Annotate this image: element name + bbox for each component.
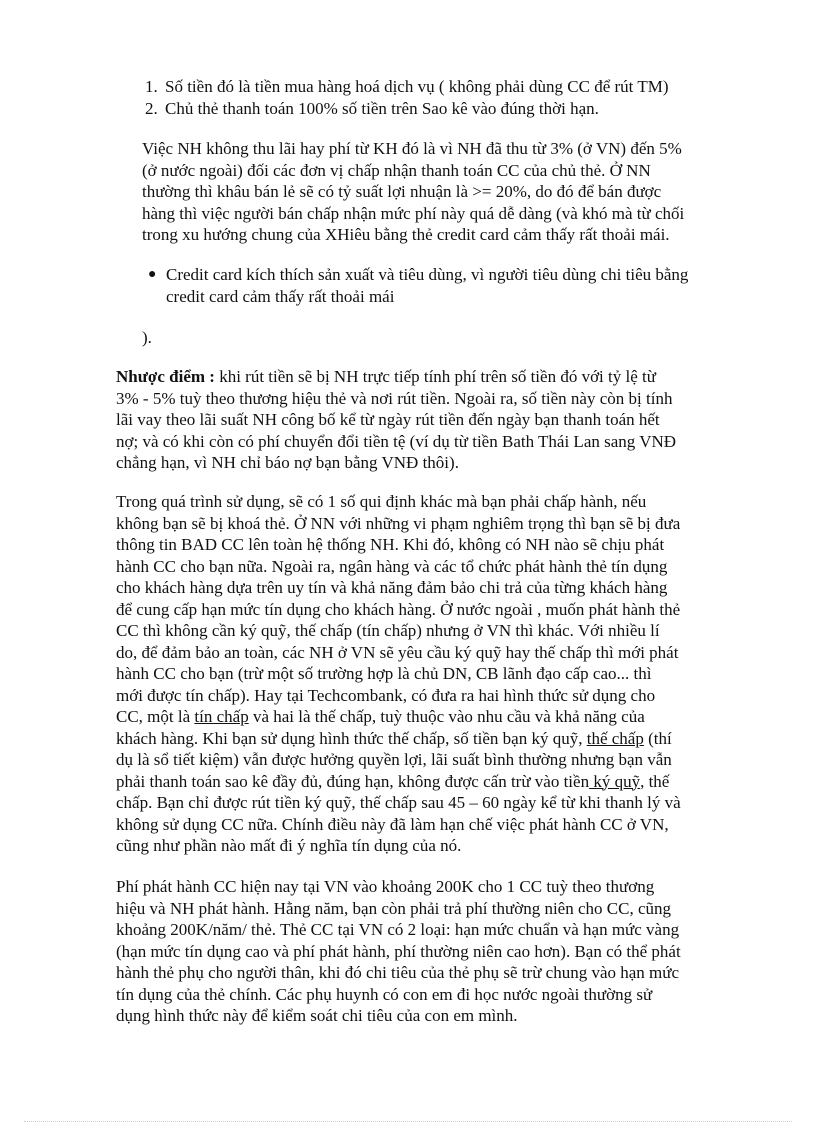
paragraph-issuance-fees bbox=[116, 876, 786, 1027]
text-line: cho khách hàng dựa trên uy tín và khả năng đảm bảo chi trả của từng khách hàng bbox=[116, 578, 668, 597]
text-line: Nhược điểm : khi rút tiền sẽ bị NH trực tiếp tính phí trên số tiền đó với tỷ lệ từ bbox=[116, 367, 656, 386]
text-line: thường thì khâu bán lẻ sẽ có tỷ suất lợi nhuận là >= 20%, do đó để bán được bbox=[142, 182, 662, 201]
text-line: không sử dụng CC nữa. Chính điều này đã làm hạn chế việc phát hành CC ở VN, bbox=[116, 814, 669, 834]
text-line: không bạn sẽ bị khoá thẻ. Ở NN với những vi phạm nghiêm trọng thì bạn sẽ bị đưa bbox=[116, 513, 681, 533]
numbered-list bbox=[145, 76, 785, 119]
underlined-term: tín chấp bbox=[194, 707, 249, 726]
text-line: dụ là sổ tiết kiệm) vẫn được hưởng quyền lợi, lãi suất bình thường nhưng bạn vẫn bbox=[116, 750, 672, 769]
text-line: lãi vay theo lãi suất NH công bố kể từ ngày rút tiền đến ngày bạn thanh toán hết bbox=[116, 410, 660, 429]
list-number: 2. bbox=[145, 98, 158, 118]
text-line: CC thì không cần ký quỹ, thế chấp (tín chấp) nhưng ở VN thì khác. Với nhiều lí bbox=[116, 621, 660, 640]
list-number: 1. bbox=[145, 77, 158, 96]
text-line: Việc NH không thu lãi hay phí từ KH đó là vì NH đã thu từ 3% (ở VN) đến 5% bbox=[142, 139, 682, 158]
text-line: hàng thì việc người bán chấp nhận mức phí này quá dễ dàng (và khó mà từ chối bbox=[142, 203, 685, 223]
text-line: phải thanh toán sao kê đầy đủ, đúng hạn, không được cấn trừ vào tiền ký quỹ, thế bbox=[116, 771, 670, 791]
text-line: credit card cảm thấy rất thoải mái bbox=[166, 286, 395, 306]
text-line: khách hàng. Khi bạn sử dụng hình thức thế chấp, số tiền bạn ký quỹ, thế chấp (thí bbox=[116, 728, 672, 748]
text-line: Trong quá trình sử dụng, sẽ có 1 số qui định khác mà bạn phải chấp hành, nếu bbox=[116, 492, 647, 511]
underlined-term: thế chấp bbox=[586, 728, 644, 748]
paragraph-disadvantages bbox=[116, 366, 786, 474]
list-item bbox=[145, 76, 785, 98]
section-label: Nhược điểm : bbox=[116, 367, 215, 386]
text-line: Phí phát hành CC hiện nay tại VN vào khoảng 200K cho 1 CC tuỳ theo thương bbox=[116, 877, 655, 896]
paragraph-usage-rules bbox=[116, 491, 786, 857]
list-text: Chủ thẻ thanh toán 100% số tiền trên Sao kê vào đúng thời hạn. bbox=[165, 98, 599, 118]
bullet-text bbox=[166, 264, 791, 307]
list-text: Số tiền đó là tiền mua hàng hoá dịch vụ ( không phải dùng CC để rút TM) bbox=[165, 77, 669, 96]
text-line: hành CC cho bạn nữa. Ngoài ra, ngân hàng và các tổ chức phát hành thẻ tín dụng bbox=[116, 556, 668, 576]
text-line: hành CC cho bạn (trừ một số trường hợp là chủ DN, CB lãnh đạo cấp cao... thì bbox=[116, 664, 652, 683]
text-line: mới được tín chấp). Hay tại Techcombank, có đưa ra hai hình thức sử dụng cho bbox=[116, 685, 656, 705]
underlined-term: ký quỹ bbox=[589, 771, 641, 791]
text-line: 3% - 5% tuỳ theo thương hiệu thẻ và nơi rút tiền. Ngoài ra, số tiền này còn bị tính bbox=[116, 388, 673, 408]
text-line: (hạn mức tín dụng cao và phí phát hành, phí thường niên cao hơn). Bạn có thể phát bbox=[116, 941, 681, 961]
text-line: để cung cấp hạn mức tín dụng cho khách hàng. Ở nước ngoài , muốn phát hành thẻ bbox=[116, 599, 681, 619]
text-line: hành thẻ phụ cho người thân, khi đó chi tiêu của thẻ phụ sẽ trừ chung vào hạn mức bbox=[116, 963, 680, 982]
text-line: dụng hình thức này để kiểm soát chi tiêu của con em mình. bbox=[116, 1006, 518, 1025]
text-line: Credit card kích thích sản xuất và tiêu dùng, vì người tiêu dùng chi tiêu bằng bbox=[166, 265, 689, 284]
text-line: nợ; và có khi còn có phí chuyển đổi tiền tệ (ví dụ từ tiền Bath Thái Lan sang VNĐ bbox=[116, 431, 677, 451]
bullet-icon: ● bbox=[148, 267, 157, 282]
page-footer-divider bbox=[24, 1121, 792, 1122]
text-line: (ở nước ngoài) đối các đơn vị chấp nhận thanh toán CC của chủ thẻ. Ở NN bbox=[142, 160, 651, 180]
text-line: thông tin BAD CC lên toàn hệ thống NH. Khi đó, không có NH nào sẽ chịu phát bbox=[116, 535, 665, 554]
text-line: chẳng hạn, vì NH chỉ báo nợ bạn bằng VNĐ thôi). bbox=[116, 453, 459, 472]
closing-paren: ). bbox=[142, 328, 152, 347]
text-line: chấp. Bạn chỉ được rút tiền ký quỹ, thế chấp sau 45 – 60 ngày kể từ khi thanh lý và bbox=[116, 793, 681, 812]
text-line: CC, một là tín chấp và hai là thế chấp, tuỳ thuộc vào nhu cầu và khả năng của bbox=[116, 707, 645, 726]
text-line: tín dụng của thẻ chính. Các phụ huynh có con em đi học nước ngoài thường sử bbox=[116, 984, 653, 1004]
text-line: hiệu và NH phát hành. Hằng năm, bạn còn phải trả phí thường niên cho CC, cũng bbox=[116, 898, 671, 918]
paragraph-fee-explanation bbox=[142, 138, 792, 246]
text-line: khoảng 200K/năm/ thẻ. Thẻ CC tại VN có 2 loại: hạn mức chuẩn và hạn mức vàng bbox=[116, 920, 680, 939]
text-line: trong xu hướng chung của XHiêu bằng thẻ credit card cảm thấy rất thoải mái. bbox=[142, 225, 670, 244]
list-item bbox=[145, 98, 785, 120]
text-line: do, để đảm bảo an toàn, các NH ở VN sẽ yêu cầu ký quỹ hay thế chấp thì mới phát bbox=[116, 642, 679, 662]
text-line: cũng như phần nào mất đi ý nghĩa tín dụng của nó. bbox=[116, 836, 462, 855]
